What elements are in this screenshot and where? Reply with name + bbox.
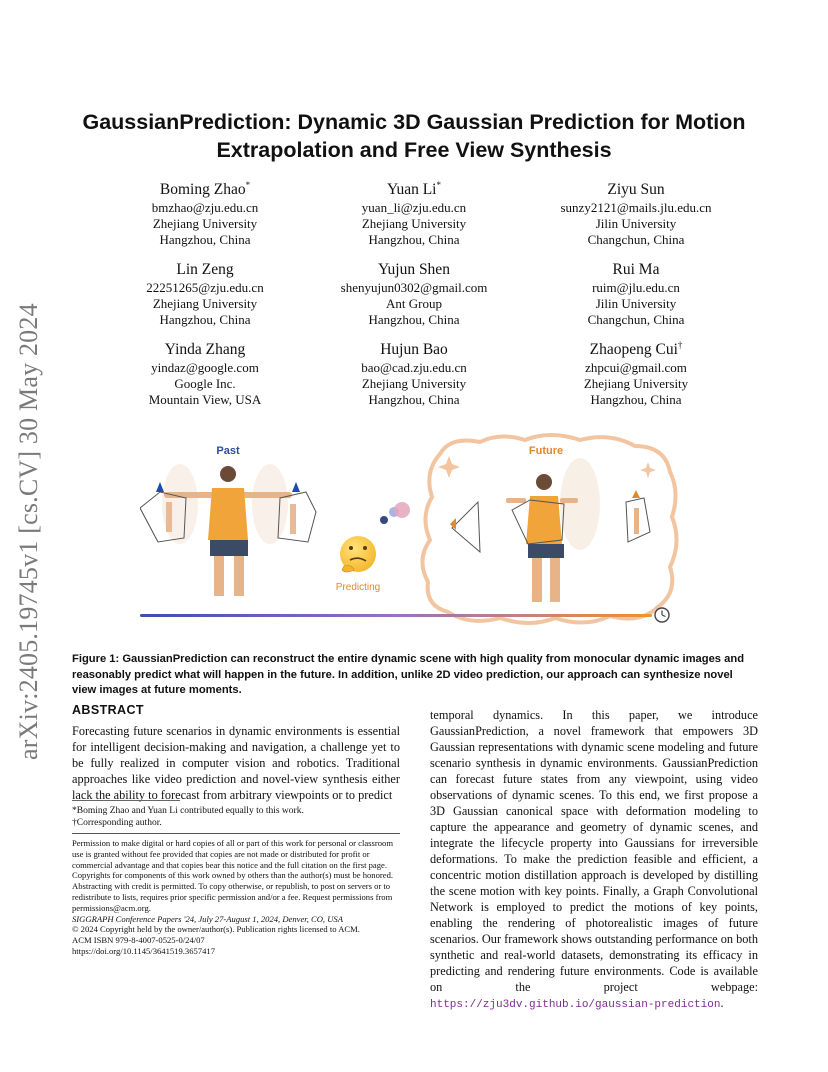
author-email: sunzy2121@mails.jlu.edu.cn [560, 200, 712, 216]
author-block [90, 256, 320, 328]
equal-contribution-mark: * [245, 180, 251, 190]
abstract-text-continued: temporal dynamics. In this paper, we introduce GaussianPrediction, a novel framework that empowers 3D Gaussian representations with dynamic scene modeling and future scenario synthesis in dynamic environments. GaussianPrediction can forecast future states from any viewpoint, using video observations of dynamic scenes. To this end, we first propose a 3D Gaussian canonical space with deformation modeling to capture the appearance and geometry of dynamic scenes, and integrate the lifecycle property into Gaussians for irreversible deformations. To make the prediction feasible and efficient, a concentric motion distillation approach is developed by distilling the scene motion with key points. Finally, a Graph Convolutional Network is employed to predict the motions of key points, enabling the rendering of photorealistic images of future scenarios. Our framework shows outstanding performance on both synthetic and real-world datasets, demonstrating its efficacy in predicting and rendering future environments. Code is available on the project webpage: [430, 708, 758, 994]
footnote-divider [72, 800, 180, 801]
author-location: Hangzhou, China [368, 312, 460, 328]
clock-icon [655, 608, 669, 622]
past-figure [162, 464, 292, 596]
author-affiliation: Zhejiang University [152, 216, 258, 232]
corresponding-author-footnote: †Corresponding author. [72, 818, 162, 828]
author-name: Rui Ma [612, 261, 660, 279]
author-block [90, 176, 320, 248]
author-location: Hangzhou, China [368, 392, 460, 408]
author-email: ruim@jlu.edu.cn [592, 280, 680, 296]
equal-contribution-footnote: *Boming Zhao and Yuan Li contributed equally to this work. [72, 806, 304, 816]
abstract-text-right [430, 707, 758, 1013]
author-location: Mountain View, USA [148, 392, 262, 408]
author-affiliation: Zhejiang University [361, 376, 467, 392]
author-name: Yuan Li [386, 181, 437, 199]
author-block [299, 336, 529, 408]
project-webpage-link[interactable]: https://zju3dv.github.io/gaussian-prediction [430, 999, 721, 1011]
author-location: Hangzhou, China [590, 392, 682, 408]
sparkle-icon [438, 456, 460, 478]
author-affiliation: Jilin University [595, 216, 677, 232]
author-name: Lin Zeng [176, 261, 234, 279]
author-affiliation: Zhejiang University [583, 376, 689, 392]
author-affiliation: Jilin University [595, 296, 677, 312]
permission-text: Permission to make digital or hard copies of all or part of this work for personal or classroom use is granted without fee provided that copies are not made or distributed for profit or commercial advantage and that copies bear this notice and the full citation on the first page. Copyrights for components of this work owned by others than the author(s) must be honored. Abstracting with credit is permitted. To copy otherwise, or republish, to post on servers or to redistribute to lists, requires prior specific permission and/or a fee. Request permissions from permissions@acm.org. [72, 838, 394, 913]
isbn-line: ACM ISBN 979-8-4007-0525-0/24/07 [72, 935, 205, 946]
author-name: Ziyu Sun [607, 181, 665, 199]
teaser-figure [140, 432, 680, 642]
author-affiliation: Google Inc. [174, 376, 236, 392]
author-name: Zhaopeng Cui [589, 341, 678, 359]
arxiv-identifier: arXiv:2405.19745v1 [cs.CV] 30 May 2024 [14, 303, 43, 760]
author-email: bmzhao@zju.edu.cn [151, 200, 259, 216]
author-email: shenyujun0302@gmail.com [340, 280, 488, 296]
corresponding-author-mark: † [677, 340, 683, 350]
predicting-label: Predicting [335, 582, 381, 593]
paper-title: GaussianPrediction: Dynamic 3D Gaussian Prediction for Motion Extrapolation and Free View Synthesis [82, 110, 746, 162]
author-block [299, 176, 529, 248]
author-location: Hangzhou, China [368, 232, 460, 248]
future-label: Future [528, 445, 564, 457]
author-email: zhpcui@gmail.com [585, 360, 687, 376]
conference-info: SIGGRAPH Conference Papers '24, July 27-August 1, 2024, Denver, CO, USA [72, 913, 343, 924]
author-affiliation: Zhejiang University [152, 296, 258, 312]
author-name: Yinda Zhang [164, 341, 246, 359]
footnotes [72, 805, 400, 829]
past-label: Past [216, 445, 240, 457]
author-affiliation: Ant Group [386, 296, 442, 312]
camera-frustum-icon [450, 502, 480, 552]
author-location: Changchun, China [587, 232, 685, 248]
figure-caption: Figure 1: GaussianPrediction can reconstruct the entire dynamic scene with high quality from monocular dynamic images and reasonably predict what will happen in the future. In addition, unlike 2D video prediction, our approach can synthesize novel view images at future moments. [72, 653, 745, 697]
author-location: Hangzhou, China [159, 232, 251, 248]
abstract-heading: ABSTRACT [72, 703, 144, 717]
abstract-text-left: Forecasting future scenarios in dynamic environments is essential for intelligent decision-making and navigation, a challenge yet to be fully realized in computer vision and robotics. Traditional approaches like video prediction and novel-view synthesis either lack the ability to forecast from arbitrary viewpoints or to predict [72, 724, 400, 802]
permission-block [72, 838, 400, 957]
equal-contribution-mark: * [436, 180, 441, 190]
author-block [299, 256, 529, 328]
camera-frustum-icon [626, 490, 650, 542]
doi-link[interactable]: https://doi.org/10.1145/3641519.3657417 [72, 945, 215, 956]
author-location: Changchun, China [587, 312, 685, 328]
author-email: yindaz@google.com [151, 360, 259, 376]
author-name: Yujun Shen [378, 261, 450, 279]
author-name: Hujun Bao [380, 341, 448, 359]
thought-bubble [380, 516, 388, 524]
author-email: 22251265@zju.edu.cn [146, 280, 264, 296]
thought-bubble [394, 502, 410, 518]
author-block [90, 336, 320, 408]
url-suffix: . [720, 996, 724, 1010]
author-location: Hangzhou, China [159, 312, 251, 328]
author-name: Boming Zhao [159, 181, 246, 199]
author-affiliation: Zhejiang University [361, 216, 467, 232]
timeline-bar [140, 614, 652, 617]
author-email: yuan_li@zju.edu.cn [361, 200, 467, 216]
thinking-emoji-icon [340, 536, 376, 572]
author-block [521, 336, 751, 408]
permission-divider [72, 833, 400, 834]
copyright-line: © 2024 Copyright held by the owner/author(s). Publication rights licensed to ACM. [72, 924, 360, 935]
author-block [521, 256, 751, 328]
author-email: bao@cad.zju.edu.cn [361, 360, 467, 376]
sparkle-icon [640, 462, 656, 478]
author-block [521, 176, 751, 248]
